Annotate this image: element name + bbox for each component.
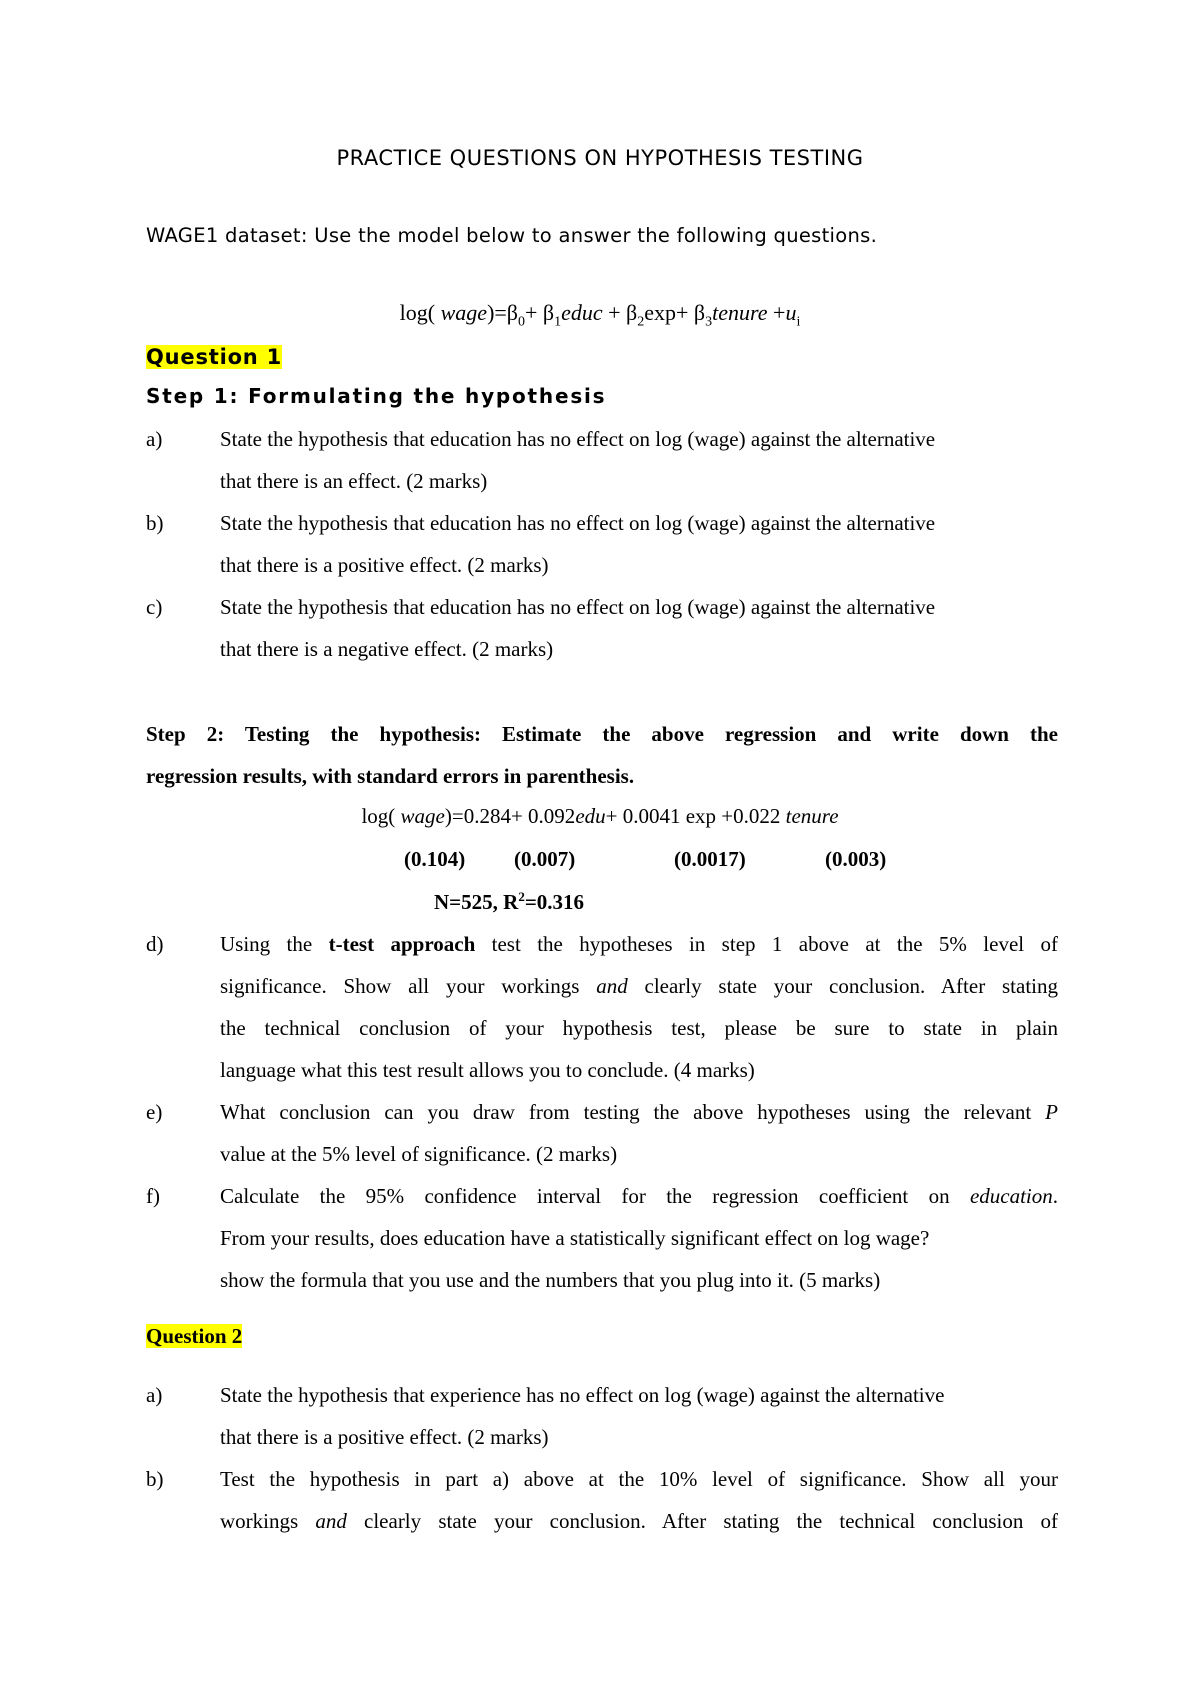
f-italic: education xyxy=(969,1184,1053,1208)
b-text: clearly state your conclusion. After stating the technical conclusion of xyxy=(346,1509,1058,1533)
res-rhs2: + 0.0041 exp +0.022 xyxy=(605,804,781,828)
stats-suffix: =0.316 xyxy=(524,890,585,914)
res-rhs1: =0.284+ 0.092 xyxy=(451,804,576,828)
stats-sup: 2 xyxy=(518,889,525,904)
list-item-d-line4: language what this test result allows you to conclude. (4 marks) xyxy=(220,1058,755,1082)
list-item-d-line3: the technical conclusion of your hypothesis test, please be sure to state in plain xyxy=(220,1016,1058,1040)
list-item-d xyxy=(220,932,1058,957)
stats-prefix: N=525, R xyxy=(434,890,519,914)
intro-text: WAGE1 dataset: Use the model below to answer the following questions. xyxy=(146,224,878,247)
q2-list-item-a xyxy=(146,1383,944,1408)
eq-sub2: 2 xyxy=(637,314,645,330)
item-text: State the hypothesis that education has no effect on log (wage) against the alternative xyxy=(220,595,936,619)
q2-list-item-b: Test the hypothesis in part a) above at the 10% level of significance. Show all your xyxy=(220,1467,1058,1491)
d-text: significance. Show all your workings xyxy=(220,974,597,998)
regression-stats xyxy=(434,889,584,915)
item-label: b) xyxy=(146,511,164,535)
item-text: State the hypothesis that education has no effect on log (wage) against the alternative xyxy=(220,511,936,535)
d-text: Using the xyxy=(220,932,329,956)
q2-list-item-b-line2 xyxy=(220,1509,1058,1534)
b-italic: and xyxy=(315,1509,347,1533)
res-log: log xyxy=(361,804,389,828)
standard-error-2: (0.007) xyxy=(514,847,576,871)
eq-beta: =β xyxy=(494,300,518,325)
standard-error-4: (0.003) xyxy=(825,847,887,871)
model-equation: log( $wage)=\beta_0+$ $\beta_1educ + \beta_2\exp+$ $\beta_3tenure +u_i$ xyxy=(399,300,801,330)
list-item-a-continued: that there is an effect. (2 marks) xyxy=(220,469,488,493)
standard-error-3: (0.0017) xyxy=(674,847,746,871)
list-item-f-line2: From your results, does education have a statistically significant effect on log wage? xyxy=(220,1226,930,1250)
e-text: What conclusion can you draw from testing the above hypotheses using the relevant xyxy=(220,1100,1046,1124)
list-item-b xyxy=(146,511,935,536)
question-1-heading-text: Question 1 xyxy=(146,345,283,369)
item-text: State the hypothesis that experience has no effect on log (wage) against the alternative xyxy=(220,1383,945,1407)
eq-sub1: 1 xyxy=(554,314,562,330)
d-italic: and xyxy=(596,974,628,998)
step-1-heading: Step 1: Formulating the hypothesis xyxy=(146,384,607,408)
e-italic: P xyxy=(1045,1100,1058,1124)
item-label: a) xyxy=(146,427,163,451)
res-wage: wage xyxy=(400,804,445,828)
list-item-c xyxy=(146,595,935,620)
item-label: c) xyxy=(146,595,163,619)
list-item-e-label: e) xyxy=(146,1100,163,1124)
eq-subi: i xyxy=(796,314,801,330)
res-tenure: tenure xyxy=(785,804,839,828)
eq-educ: educ xyxy=(561,300,603,325)
d-text: clearly state your conclusion. After stating xyxy=(627,974,1058,998)
q2-list-item-b-label: b) xyxy=(146,1467,164,1491)
eq-tenure: tenure xyxy=(712,300,768,325)
question-1-heading xyxy=(146,345,282,369)
list-item-d-line2 xyxy=(220,974,1058,999)
step-2-heading-continued: regression results, with standard errors in parenthesis. xyxy=(146,764,635,788)
f-text: . xyxy=(1052,1184,1058,1208)
question-2-heading xyxy=(146,1324,242,1349)
q2-list-item-a-continued: that there is a positive effect. (2 marks) xyxy=(220,1425,549,1449)
f-text: Calculate the 95% confidence interval for the regression coefficient on xyxy=(220,1184,970,1208)
list-item-f xyxy=(220,1184,1058,1209)
page-title: PRACTICE QUESTIONS ON HYPOTHESIS TESTING xyxy=(336,146,864,170)
list-item-f-line3: show the formula that you use and the numbers that you plug into it. (5 marks) xyxy=(220,1268,881,1292)
res-edu: edu xyxy=(575,804,606,828)
eq-exp: exp xyxy=(644,300,677,325)
item-text: State the hypothesis that education has no effect on log (wage) against the alternative xyxy=(220,427,936,451)
list-item-e xyxy=(220,1100,1058,1125)
question-2-heading-text: Question 2 xyxy=(146,1324,243,1348)
results-equation: log( wage)=0.284+ 0.092edu+ 0.0041 exp +0.022 tenure xyxy=(361,804,839,828)
d-bold: t-test approach xyxy=(328,932,476,956)
list-item-e-line2: value at the 5% level of significance. (2 marks) xyxy=(220,1142,618,1166)
list-item-c-continued: that there is a negative effect. (2 marks) xyxy=(220,637,554,661)
d-text: test the hypotheses in step 1 above at the 5% level of xyxy=(475,932,1058,956)
list-item-a xyxy=(146,427,935,452)
list-item-d-label: d) xyxy=(146,932,164,956)
standard-error-1: (0.104) xyxy=(404,847,466,871)
eq-sub0: 0 xyxy=(518,314,525,330)
item-label: a) xyxy=(146,1383,163,1407)
step-2-heading: Step 2: Testing the hypothesis: Estimate the above regression and write down the xyxy=(146,722,1058,746)
list-item-b-continued: that there is a positive effect. (2 marks) xyxy=(220,553,549,577)
eq-log: log xyxy=(399,300,428,325)
eq-sub3: 3 xyxy=(705,314,713,330)
eq-u: u xyxy=(785,300,797,325)
b-text: workings xyxy=(220,1509,316,1533)
list-item-f-label: f) xyxy=(146,1184,160,1208)
eq-wage: wage xyxy=(440,300,488,325)
